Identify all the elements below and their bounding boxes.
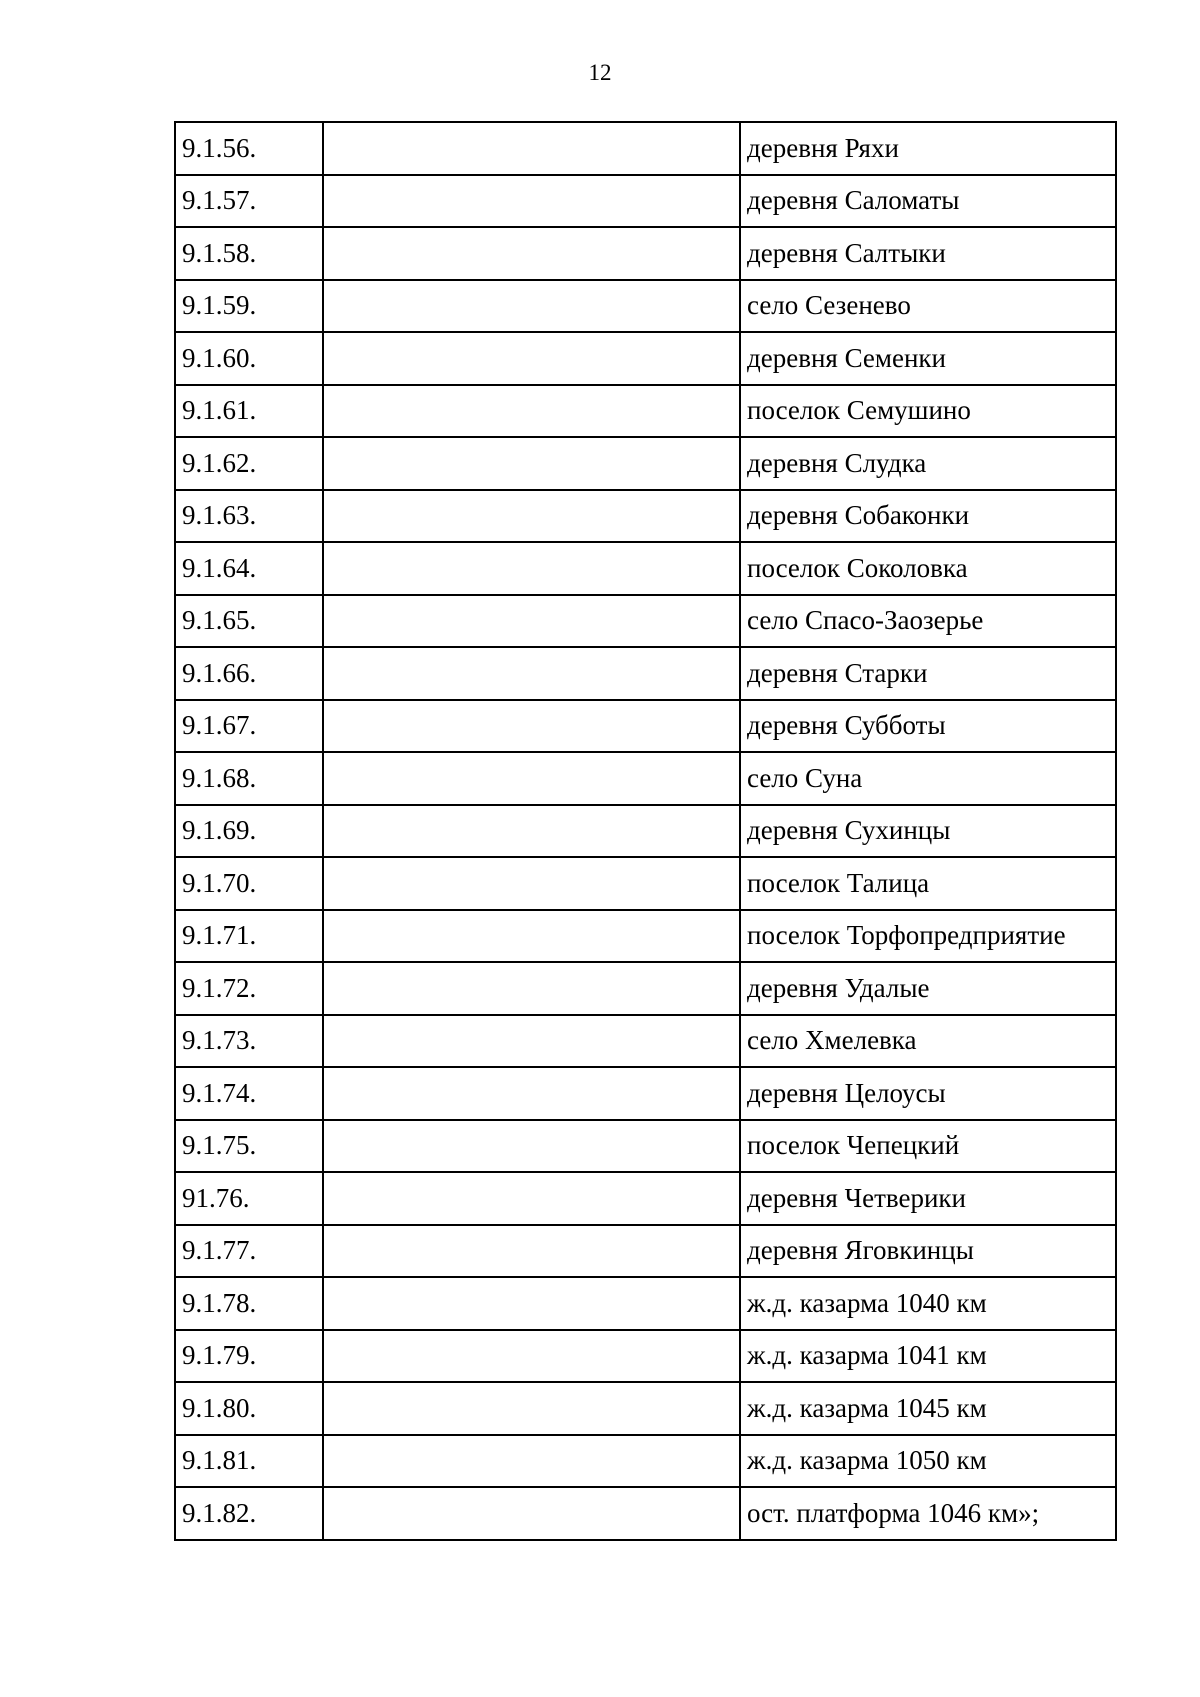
settlement-name-cell: деревня Собаконки (740, 490, 1116, 543)
row-empty-cell (323, 1330, 740, 1383)
table-row (175, 227, 1116, 280)
row-empty-cell (323, 857, 740, 910)
row-number-cell: 9.1.75. (175, 1120, 323, 1173)
table-row (175, 647, 1116, 700)
row-number-cell: 9.1.70. (175, 857, 323, 910)
row-number-cell: 9.1.69. (175, 805, 323, 858)
settlement-name-cell: деревня Салтыки (740, 227, 1116, 280)
settlement-name-cell: ж.д. казарма 1050 км (740, 1435, 1116, 1488)
row-empty-cell (323, 1435, 740, 1488)
row-empty-cell (323, 1382, 740, 1435)
row-number-cell: 91.76. (175, 1172, 323, 1225)
settlement-name-cell: село Хмелевка (740, 1015, 1116, 1068)
settlement-name-cell: деревня Целоусы (740, 1067, 1116, 1120)
row-empty-cell (323, 490, 740, 543)
settlement-name-cell: поселок Соколовка (740, 542, 1116, 595)
table-row (175, 175, 1116, 228)
table-row (175, 1330, 1116, 1383)
row-number-cell: 9.1.71. (175, 910, 323, 963)
row-empty-cell (323, 542, 740, 595)
settlement-name-cell: поселок Торфопредприятие (740, 910, 1116, 963)
table-row (175, 910, 1116, 963)
row-number-cell: 9.1.78. (175, 1277, 323, 1330)
row-number-cell: 9.1.60. (175, 332, 323, 385)
row-empty-cell (323, 227, 740, 280)
row-empty-cell (323, 175, 740, 228)
row-number-cell: 9.1.74. (175, 1067, 323, 1120)
row-number-cell: 9.1.82. (175, 1487, 323, 1540)
table-row (175, 962, 1116, 1015)
settlement-name-cell: ж.д. казарма 1040 км (740, 1277, 1116, 1330)
table-row (175, 700, 1116, 753)
table-row (175, 752, 1116, 805)
table-row (175, 1487, 1116, 1540)
settlement-name-cell: село Суна (740, 752, 1116, 805)
table-row (175, 805, 1116, 858)
settlement-name-cell: поселок Чепецкий (740, 1120, 1116, 1173)
settlement-name-cell: деревня Семенки (740, 332, 1116, 385)
table-row (175, 385, 1116, 438)
row-empty-cell (323, 280, 740, 333)
table-row (175, 542, 1116, 595)
table-row (175, 1382, 1116, 1435)
settlements-table (174, 121, 1117, 1541)
table-row (175, 1172, 1116, 1225)
table-row (175, 1435, 1116, 1488)
row-empty-cell (323, 805, 740, 858)
table-row (175, 1225, 1116, 1278)
settlement-name-cell: поселок Семушино (740, 385, 1116, 438)
row-number-cell: 9.1.57. (175, 175, 323, 228)
settlement-name-cell: село Спасо-Заозерье (740, 595, 1116, 648)
row-number-cell: 9.1.58. (175, 227, 323, 280)
settlement-name-cell: деревня Субботы (740, 700, 1116, 753)
table-row (175, 280, 1116, 333)
table-row (175, 595, 1116, 648)
settlement-name-cell: деревня Удалые (740, 962, 1116, 1015)
row-empty-cell (323, 1172, 740, 1225)
row-empty-cell (323, 1277, 740, 1330)
row-empty-cell (323, 437, 740, 490)
row-empty-cell (323, 700, 740, 753)
table-row (175, 1277, 1116, 1330)
row-number-cell: 9.1.73. (175, 1015, 323, 1068)
table-row (175, 437, 1116, 490)
table-row (175, 857, 1116, 910)
settlements-table-body (175, 122, 1116, 1540)
row-empty-cell (323, 1487, 740, 1540)
settlement-name-cell: ост. платформа 1046 км»; (740, 1487, 1116, 1540)
table-row (175, 122, 1116, 175)
row-number-cell: 9.1.66. (175, 647, 323, 700)
row-empty-cell (323, 385, 740, 438)
row-number-cell: 9.1.72. (175, 962, 323, 1015)
row-empty-cell (323, 1225, 740, 1278)
row-empty-cell (323, 962, 740, 1015)
row-empty-cell (323, 1015, 740, 1068)
settlement-name-cell: ж.д. казарма 1041 км (740, 1330, 1116, 1383)
table-row (175, 332, 1116, 385)
row-number-cell: 9.1.63. (175, 490, 323, 543)
page-number: 12 (588, 60, 612, 85)
table-row (175, 1120, 1116, 1173)
row-empty-cell (323, 332, 740, 385)
row-number-cell: 9.1.68. (175, 752, 323, 805)
row-number-cell: 9.1.59. (175, 280, 323, 333)
row-number-cell: 9.1.80. (175, 1382, 323, 1435)
row-empty-cell (323, 752, 740, 805)
row-number-cell: 9.1.77. (175, 1225, 323, 1278)
row-number-cell: 9.1.67. (175, 700, 323, 753)
table-row (175, 1067, 1116, 1120)
row-number-cell: 9.1.61. (175, 385, 323, 438)
settlement-name-cell: деревня Ряхи (740, 122, 1116, 175)
settlement-name-cell: поселок Талица (740, 857, 1116, 910)
row-empty-cell (323, 647, 740, 700)
settlement-name-cell: ж.д. казарма 1045 км (740, 1382, 1116, 1435)
row-empty-cell (323, 595, 740, 648)
table-row (175, 490, 1116, 543)
settlement-name-cell: деревня Сухинцы (740, 805, 1116, 858)
row-number-cell: 9.1.65. (175, 595, 323, 648)
row-empty-cell (323, 1067, 740, 1120)
row-number-cell: 9.1.56. (175, 122, 323, 175)
row-number-cell: 9.1.64. (175, 542, 323, 595)
row-empty-cell (323, 1120, 740, 1173)
row-empty-cell (323, 122, 740, 175)
settlement-name-cell: деревня Старки (740, 647, 1116, 700)
table-row (175, 1015, 1116, 1068)
settlement-name-cell: деревня Яговкинцы (740, 1225, 1116, 1278)
settlement-name-cell: деревня Слудка (740, 437, 1116, 490)
row-empty-cell (323, 910, 740, 963)
settlement-name-cell: село Сезенево (740, 280, 1116, 333)
row-number-cell: 9.1.81. (175, 1435, 323, 1488)
settlement-name-cell: деревня Четверики (740, 1172, 1116, 1225)
row-number-cell: 9.1.62. (175, 437, 323, 490)
row-number-cell: 9.1.79. (175, 1330, 323, 1383)
settlement-name-cell: деревня Саломаты (740, 175, 1116, 228)
